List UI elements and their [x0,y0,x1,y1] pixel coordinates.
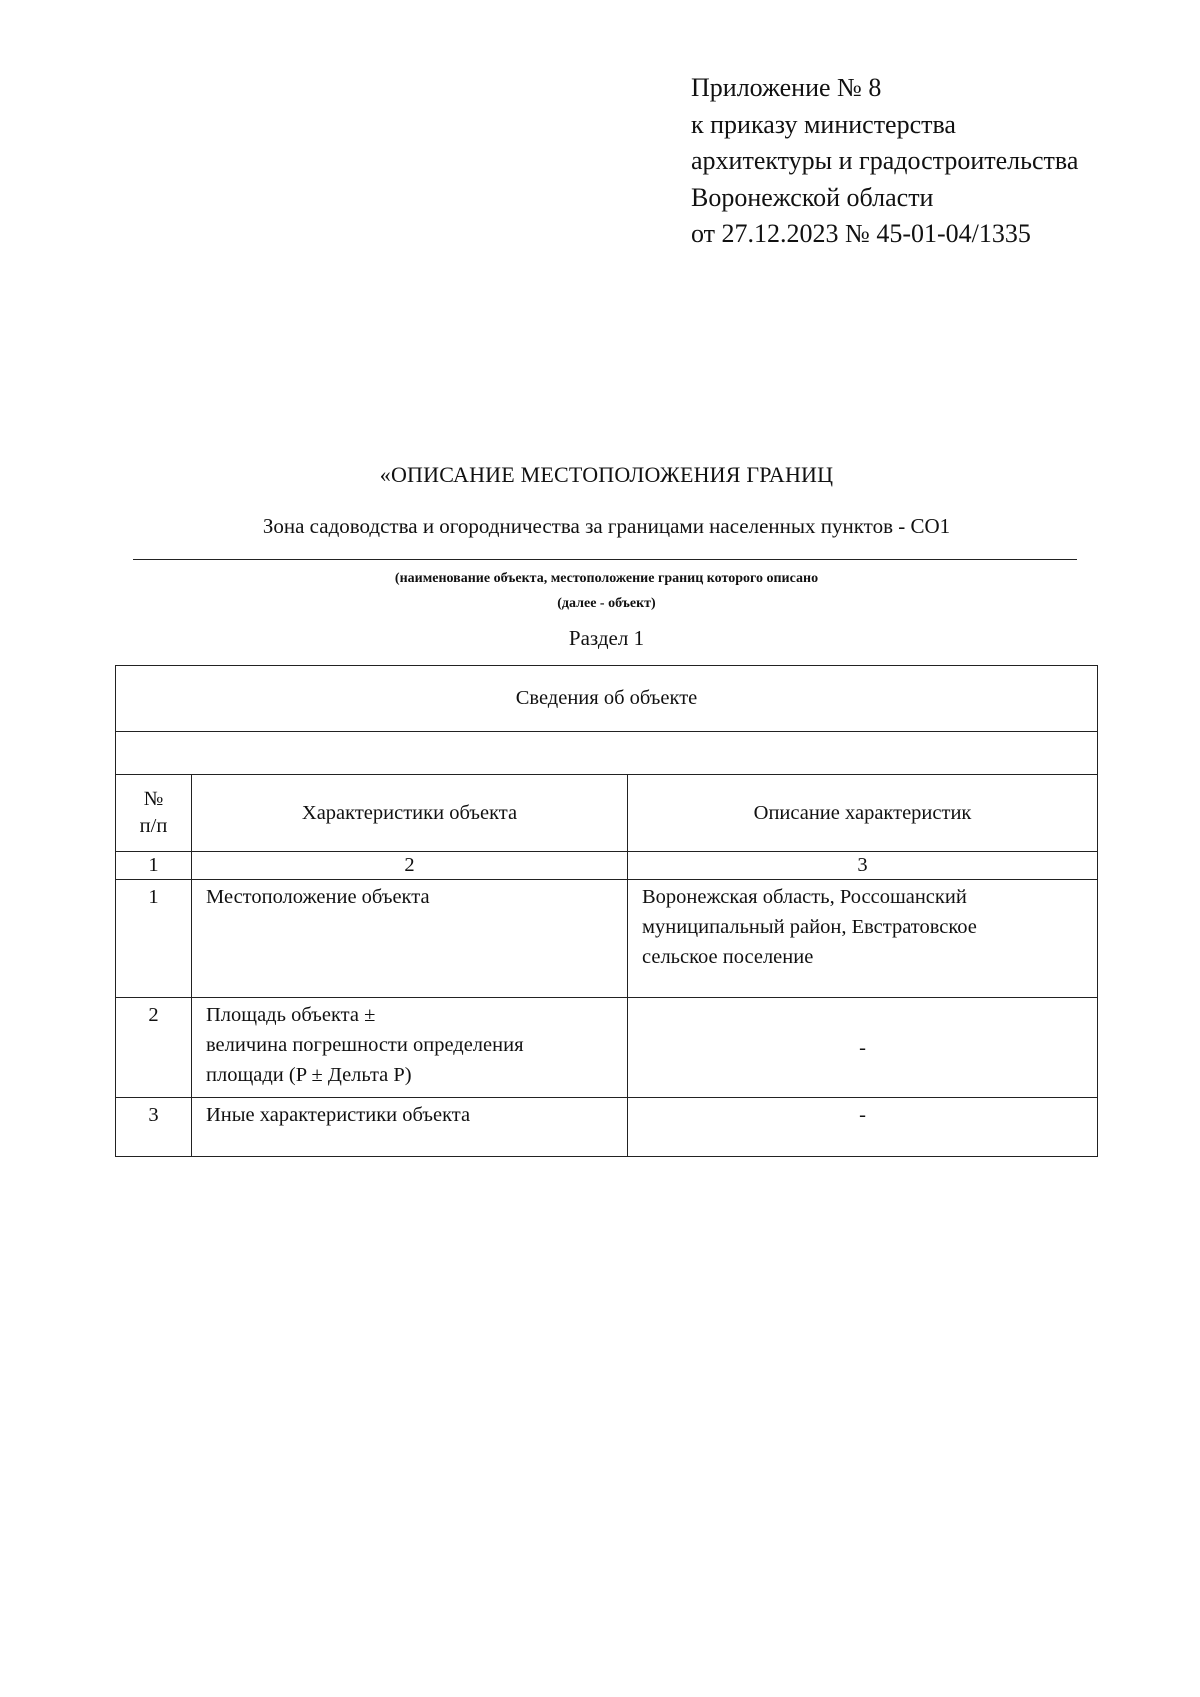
table-blank-row [116,732,1098,775]
row-characteristic [192,1098,628,1157]
row-description-line: Воронежская область, Россошанский [642,886,967,908]
row-description: - [628,998,1098,1098]
object-caption-line: (наименование объекта, местоположение границ которого описано [394,571,819,586]
row-description-line: сельское поселение [642,946,814,968]
object-name: Зона садоводства и огородничества за границами населенных пунктов - СО1 [262,514,951,538]
row-characteristic-line: Местоположение объекта [206,886,430,908]
column-number: 1 [116,852,192,880]
object-info-table [115,665,1098,1157]
approval-stamp [691,70,1078,253]
header-num-line: № [143,788,164,810]
document-title: «ОПИСАНИЕ МЕСТОПОЛОЖЕНИЯ ГРАНИЦ [379,462,834,487]
row-characteristic-line: Площадь объекта ± [206,1004,376,1026]
row-characteristic-line: Иные характеристики объекта [206,1104,471,1126]
row-num: 1 [116,880,192,998]
object-caption-line: (далее - объект) [557,596,656,611]
object-name-underline [133,559,1077,560]
row-num: 3 [116,1098,192,1157]
table-row [116,1098,1098,1157]
row-characteristic-line: величина погрешности определения [206,1034,524,1056]
header-description: Описание характеристик [628,775,1098,852]
row-description-line: муниципальный район, Евстратовское [642,916,977,938]
section-label: Раздел 1 [568,626,645,650]
approval-line: к приказу министерства [691,109,956,139]
approval-line: Приложение № 8 [691,73,882,102]
table-row [116,880,1098,998]
row-characteristic [192,880,628,998]
object-caption [0,566,1200,616]
table-blank-cell [116,732,1098,775]
row-description [628,880,1098,998]
row-characteristic [192,998,628,1098]
column-number: 3 [628,852,1098,880]
table-header-row [116,775,1098,852]
approval-line: архитектуры и градостроительства [691,146,1079,175]
header-num [116,775,192,852]
row-description: - [628,1098,1098,1157]
table-row [116,998,1098,1098]
column-number: 2 [192,852,628,880]
approval-line: Воронежской области [691,182,934,212]
table-caption: Сведения об объекте [116,666,1098,732]
approval-line: от 27.12.2023 № 45-01-04/1335 [691,219,1031,248]
row-characteristic-line: площади (P ± Дельта P) [206,1064,412,1086]
table-caption-row [116,666,1098,732]
header-num-line: п/п [139,815,168,837]
column-number-row [116,852,1098,880]
header-characteristics: Характеристики объекта [192,775,628,852]
row-num: 2 [116,998,192,1098]
